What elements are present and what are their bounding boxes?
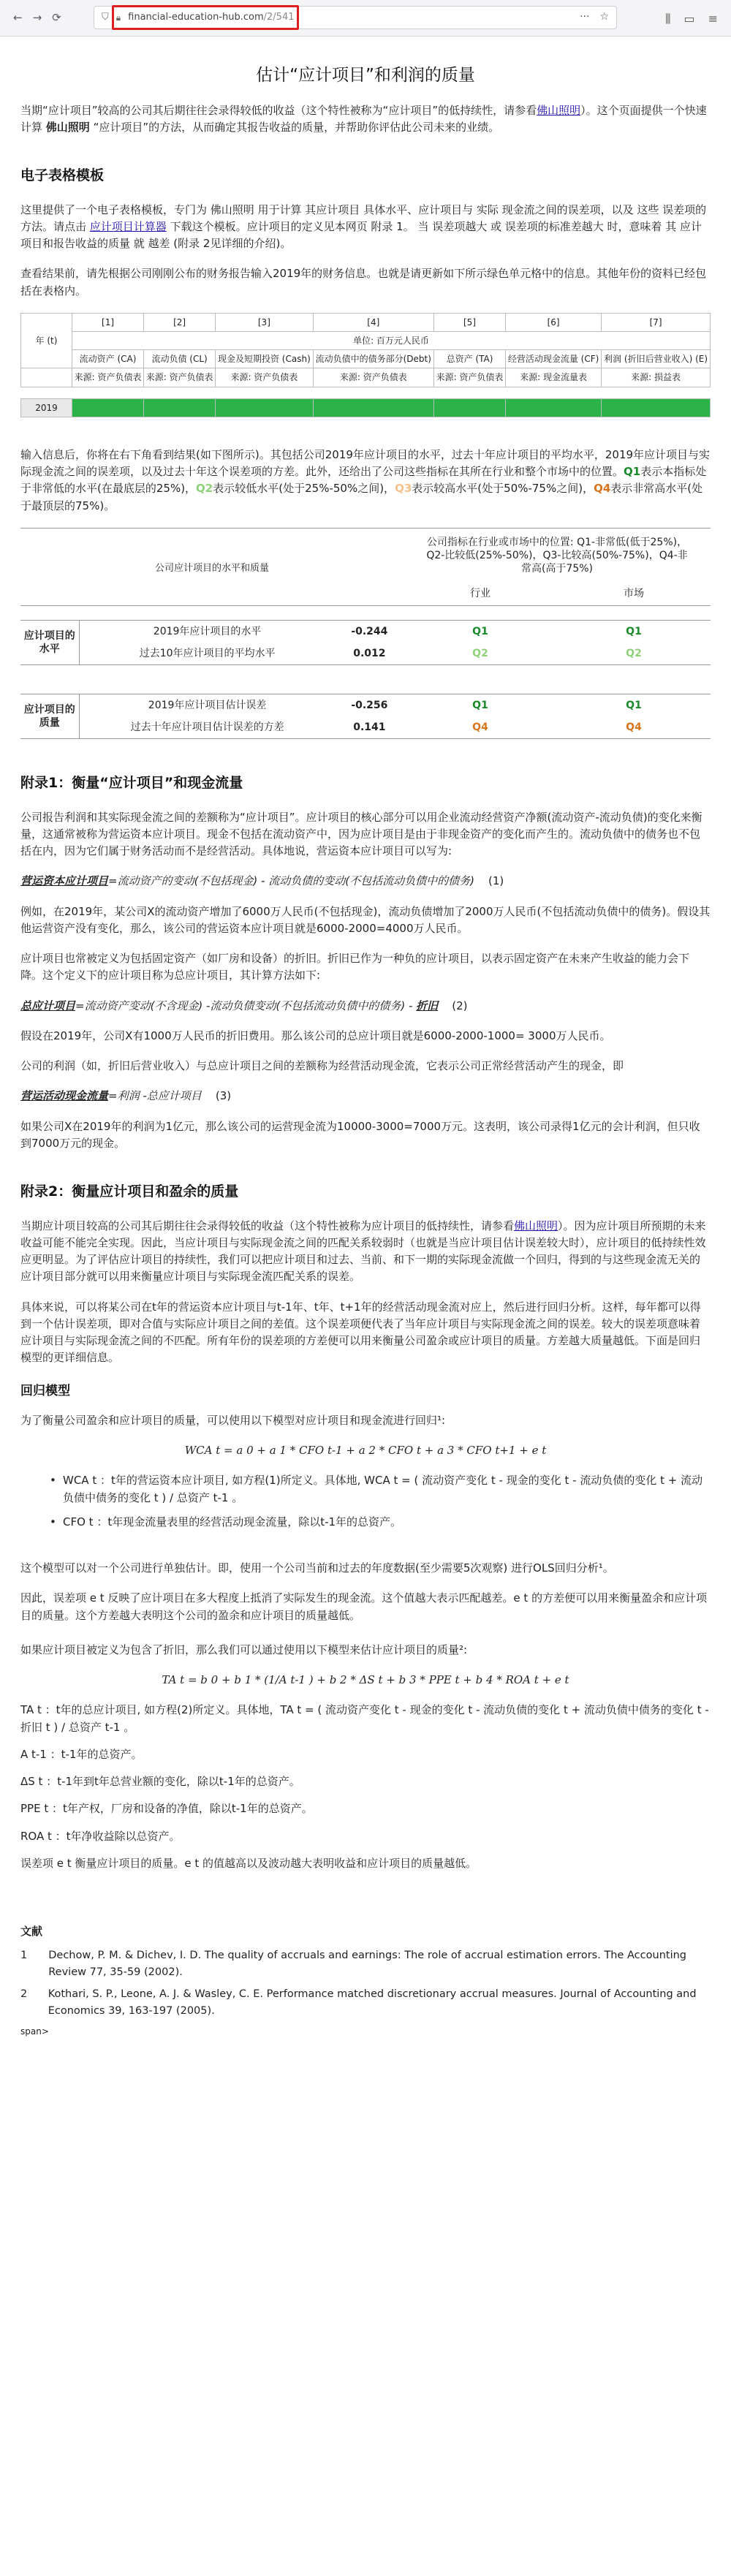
- lock-icon: 🔒︎: [115, 12, 121, 23]
- bookmark-star-icon[interactable]: ☆: [599, 11, 609, 23]
- page-content: 估计“应计项目”和利润的质量 当期“应计项目”较高的公司其后期往往会录得较低的收益（这个特性被称为“应计项目”的低持续性，请参看佛山照明）。这个页面提供一个快速计算 佛山照明 “应计项目”的方法，从而确定其报告收益的质量，并帮助你评估此公司未来的业绩。 电子表格模板 这里提供了一个电子表格模板，专门为 佛山照明 用于计算 其应计项目 具体水平、应计项目与 实际 现金流之间的误差项，以及 这些 误差项的方法。请点击 应计项目计算器 下载这个模板。应计项目的定义见本网页 附录 1。 当 误差项越大 或 误差项的标准差越大 时，意味着 其 应计项目和报告收益的质量 就 越差 (附录 2见详细的介绍)。 查看结果前，请先根据公司刚刚公布的财务报告输入2019年的财务信息。也就是请更新如下所示绿色单元格中的信息。其他年份的资料已经包括在表格内。 年 (t) [1] [2] [3] [4] [5] [6] [7] 单位: 百万元人民币 流动资产 (CA) 流动负债 (CL) 现金及短期投资 (Cash) 流动负债中的债务部分(Debt) 总资产 (TA) 经营活动现金流量 (CF) 利润 (折旧后营业收入) (E) 来源: 资产负债表 来源: 资产负债表 来源: 资产负债表 来源: 资产负债表 来源: 资产负债表 来源: 现金流量表 来源: 损益表 2019 输入信息后，你将在右下角看到结果(如下图所示)。其包括公司2019年应计项目的水平，过去十年应计项目的平均水平，2019年应计项目与实际现金流之间的误差项，以及过去十年这个误差项的方差。此外，还给出了公司这些指标在其所在行业和整个市场中的位置。Q1表示本指标处于非常低的水平(在最底层的25%)，Q2表示较低水平(处于25%-50%之间)，Q3表示较高水平(处于50%-75%之间)，Q4表示非常高水平(处于最顶层的75%)。 公司应计项目的水平和质量 公司指标在行业或市场中的位置: Q1-非常低(低于25%)，Q2-比较低(25%-50%)，Q3-比较高(50%-75%)，Q4-非常高(高于75%) 行业 市场 应计项目的水平 2019年应计项目的水平 -0.244 Q1 Q1 过去10年应计项目的平均水平 0.012 Q2 Q2 应计项目的质量 2019年应计项目估计误差 -0.256 Q1 Q1 过去十年应计项目估计误差的方差 0.141 Q4 Q4 附录1：衡量“应计项目”和现金流量 公司报告利润和其实际现金流之间的差额称为“应计项目”。应计项目的核心部分可以用企业流动经营资产净额(流动资产-流动负债)的变化来衡量，这通常被称为营运资本应计项目。现金不包括在流动资产中，因为应计项目是由于非现金资产的变化而产生的。流动负债中的债务也不包括在内，因为它们属于财务活动而不是经营活动。具体地说，营运资本应计项目可以写为: 营运资本应计项目=流动资产的变动(不包括现金) - 流动负债的变动(不包括流动负债中的债务) (1) 例如，在2019年，某公司X的流动资产增加了6000万人民币(不包括现金)，流动负债增加了2000万人民币(不包括流动负债中的债务)。假设其他运营资产没有变化，那么，该公司的营运资本应计项目就是6000-2000=4000万人民币。 应计项目也常被定义为包括固定资产（如厂房和设备）的折旧。折旧已作为一种负的应计项目，以表示固定资产在未来产生收益的能力会下降。这个定义下的应计项目称为总应计项目，其计算方法如下: 总应计项目=流动资产变动(不含现金) -流动负债变动(不包括流动负债中的债务) - 折旧 (2) 假设在2019年，公司X有1000万人民币的折旧费用。那么该公司的总应计项目就是6000-2000-1000= 3000万人民币。 公司的利润（如，折旧后营业收入）与总应计项目之间的差额称为经营活动现金流，它表示公司正常经营活动产生的现金，即 营运活动现金流量=利润 -总应计项目 (3) 如果公司X在2019年的利润为1亿元，那么该公司的运营现金流为10000-3000=7000万元。这表明，该公司录得1亿元的会计利润，但只收到7000万元的现金。 附录2：衡量应计项目和盈余的质量 当期应计项目较高的公司其后期往往会录得较低的收益（这个特性被称为应计项目的低持续性，请参看佛山照明）。因为应计项目所预期的未来收益可能不能完全实现。因此，当应计项目与实际现金流之间的匹配关系较弱时（也就是当应计项目估计误差较大时），应计项目的低持续性效应更明显。为了评估应计项目的持续性，我们可以把应计项目和过去、当前、和下一期的实际现金流做一个回归，得到的与这些现金流无关的应计项目部分就可以用来衡量应计项目与实际现金流匹配关系的误差。 具体来说，可以将某公司在t年的营运资本应计项目与t-1年、t年、t+1年的经营活动现金流对应上，然后进行回归分析。这样，每年都可以得到一个估计误差项，即对合值与实际应计项目之间的差值。这个误差项便代表了当年应计项目与实际现金流之间的误差。较大的误差项意味着应计项目与实际现金流之间的不匹配。所有年份的误差项的方差便可以用来衡量公司盈余或应计项目的质量。方差越大质量越低。下面是回归模型的更详细信息。 回归模型 为了衡量公司盈余和应计项目的质量，可以使用以下模型对应计项目和现金流进行回归¹: WCA t = a 0 + a 1 * CFO t-1 + a 2 * CFO t + a 3 * CFO t+1 + e t • WCA t ：t年的营运资本应计项目, 如方程(1)所定义。具体地, WCA t = ( 流动资产变化 t - 现金的变化 t - 流动负债的变化 t + 流动负债中债务的变化 t ) / 总资产 t-1 。 • CFO t ：t年现金流量表里的经营活动现金流量，除以t-1年的总资产。 这个模型可以对一个公司进行单独估计。即，使用一个公司当前和过去的年度数据(至少需要5次观察) 进行OLS回归分析¹。 因此，误差项 e t 反映了应计项目在多大程度上抵消了实际发生的现金流。这个值越大表示匹配越差。e t 的方差便可以用来衡量盈余和应计项目的质量。这个方差越大表明这个公司的盈余和应计项目的质量越低。 如果应计项目被定义为包含了折旧，那么我们可以通过使用以下模型来估计应计项目的质量²: TA t = b 0 + b 1 * (1/A t-1 ) + b 2 * ΔS t + b 3 * PPE t + b 4 * ROA t + e t TA t ：t年的总应计项目, 如方程(2)所定义。具体地，TA t = ( 流动资产变化 t - 现金的变化 t - 流动负债的变化 t + 流动负债中债务的变化 t - 折旧 t ) / 总资产 t-1 。 A t-1 ：t-1年的总资产。 ΔS t ：t-1年到t年总营业额的变化，除以t-1年的总资产。 PPE t ：t年产权，厂房和设备的净值，除以t-1年的总资产。 ROA t ：t年净收益除以总资产。 误差项 e t 衡量应计项目的质量。e t 的值越高以及波动越大表明收益和应计项目的质量越低。 文献 1 Dechow, P. M. & Dichev, I. D. The quality of accruals and earnings: The role of accrual estimation errors. The Accounting Review 77, 35-59 (2002). 2 Kothari, S. P., Leone, A. J. & Wasley, C. E. Performance matched discretionary accrual measures. Journal of Accounting and Economics 39, 163-197 (2005). span>: [0, 63, 731, 2039]
- url-text[interactable]: financial-education-hub.com/2/541: [128, 11, 295, 23]
- group-level: 应计项目的水平: [20, 620, 79, 664]
- input-cell-e[interactable]: [602, 398, 711, 417]
- more-icon[interactable]: ···: [580, 11, 590, 23]
- appendix1-title: 附录1：衡量“应计项目”和现金流量: [20, 775, 243, 792]
- input-cell-debt[interactable]: [313, 398, 433, 417]
- template-instructions: 查看结果前，请先根据公司刚刚公布的财务报告输入2019年的财务信息。也就是请更新如下所示绿色单元格中的信息。其他年份的资料已经包括在表格内。: [20, 267, 707, 298]
- results-note: 输入信息后，你将在右下角看到结果(如下图所示)。其包括公司2019年应计项目的水平，过去十年应计项目的平均水平，2019年应计项目与实际现金流之间的误差项，以及过去十年这个误差项的方差。此外，还给出了公司这些指标在其所在行业和整个市场中的位置。Q1表示本指标处于非常低的水平(在最底层的25%)，Q2表示较低水平(处于25%-50%之间)，Q3表示较高水平(处于50%-75%之间)，Q4表示非常高水平(处于最顶层的75%)。: [20, 447, 711, 512]
- shield-icon: ⛉: [102, 11, 109, 23]
- year-cell: 2019: [21, 398, 72, 417]
- reader-icon[interactable]: ▭: [683, 12, 695, 26]
- equation-2: TA t = b 0 + b 1 * (1/A t-1 ) + b 2 * ΔS t + b 3 * PPE t + b 4 * ROA t + e t: [162, 1673, 569, 1687]
- formula-3: 营运活动现金流量=利润 -总应计项目 (3): [20, 1089, 232, 1103]
- section-template-title: 电子表格模板: [20, 167, 105, 184]
- formula-2: 总应计项目=流动资产变动(不含现金) -流动负债变动(不包括流动负债中的债务) - 折旧 (2): [20, 999, 468, 1012]
- calculator-link[interactable]: 应计项目计算器: [89, 219, 167, 233]
- appendix2-link[interactable]: 佛山照明: [514, 1219, 558, 1232]
- year-header: 年 (t): [21, 313, 72, 368]
- definitions-2: TA t ：t年的总应计项目, 如方程(2)所定义。具体地，TA t = ( 流动资产变化 t - 现金的变化 t - 流动负债的变化 t + 流动负债中债务的变化 t - 折旧 t ) / 总资产 t-1 。 A t-1 ：t-1年的总资产。 ΔS t ：t-1年到t年总营业额的变化，除以t-1年的总资产。 PPE t ：t年产权，厂房和设备的净值，除以t-1年的总资产。 ROA t ：t年净收益除以总资产。: [20, 1703, 709, 1843]
- equation-1: WCA t = a 0 + a 1 * CFO t-1 + a 2 * CFO t + a 3 * CFO t+1 + e t: [184, 1444, 547, 1458]
- intro-link[interactable]: 佛山照明: [537, 103, 581, 117]
- template-table: 年 (t) [1] [2] [3] [4] [5] [6] [7] 单位: 百万元人民币 流动资产 (CA) 流动负债 (CL) 现金及短期投资 (Cash) 流动负债中的债务部分(Debt) 总资产 (TA) 经营活动现金流量 (CF) 利润 (折旧后营业收入) (E) 来源: 资产负债表 来源: 资产负债表 来源: 资产负债表 来源: 资产负债表 来源: 资产负债表 来源: 现金流量表 来源: 损益表 2019: [20, 313, 711, 417]
- unit-label: 单位: 百万元人民币: [72, 332, 711, 350]
- back-icon[interactable]: ←: [13, 10, 23, 24]
- definitions-1: • WCA t ：t年的营运资本应计项目, 如方程(1)所定义。具体地, WCA t = ( 流动资产变化 t - 现金的变化 t - 流动负债的变化 t + 流动负债中债务的变化 t ) / 总资产 t-1 。 • CFO t ：t年现金流量表里的经营活动现金流量，除以t-1年的总资产。: [50, 1472, 711, 1531]
- library-icon[interactable]: ⫼: [665, 12, 671, 26]
- intro-paragraph: 当期“应计项目”较高的公司其后期往往会录得较低的收益（这个特性被称为“应计项目”的低持续性，请参看佛山照明）。这个页面提供一个快速计算 佛山照明 “应计项目”的方法，从而确定其报告收益的质量，并帮助你评估此公司未来的业绩。: [20, 103, 707, 134]
- reference-item: 2 Kothari, S. P., Leone, A. J. & Wasley, C. E. Performance matched discretionary accrual measures. Journal of Accounting and Economics 39, 163-197 (2005).: [20, 1988, 697, 2017]
- url-highlight-box: [112, 5, 299, 30]
- metrics-table: 公司应计项目的水平和质量 公司指标在行业或市场中的位置: Q1-非常低(低于25%)，Q2-比较低(25%-50%)，Q3-比较高(50%-75%)，Q4-非常高(高于75%) 行业 市场 应计项目的水平 2019年应计项目的水平 -0.244 Q1 Q1 过去10年应计项目的平均水平 0.012 Q2 Q2 应计项目的质量 2019年应计项目估计误差 -0.256 Q1 Q1 过去十年应计项目估计误差的方差 0.141 Q4 Q4: [20, 528, 711, 740]
- input-cell-ca[interactable]: [72, 398, 144, 417]
- input-cell-cf[interactable]: [506, 398, 602, 417]
- forward-icon[interactable]: →: [32, 10, 42, 24]
- regression-title: 回归模型: [20, 1383, 70, 1398]
- input-cell-cash[interactable]: [216, 398, 313, 417]
- template-paragraph: 这里提供了一个电子表格模板，专门为 佛山照明 用于计算 其应计项目 具体水平、应计项目与 实际 现金流之间的误差项，以及 这些 误差项的方法。请点击 应计项目计算器 下载这个模板。应计项目的定义见本网页 附录 1。 当 误差项越大 或 误差项的标准差越大 时，意味着 其 应计项目和报告收益的质量 就 越差 (附录 2见详细的介绍)。: [20, 202, 707, 251]
- menu-icon[interactable]: ≡: [708, 12, 718, 26]
- reload-icon[interactable]: ⟳: [52, 10, 61, 24]
- address-bar[interactable]: [94, 6, 617, 29]
- input-cell-cl[interactable]: [144, 398, 216, 417]
- browser-toolbar: [0, 0, 731, 37]
- references: 文献 1 Dechow, P. M. & Dichev, I. D. The quality of accruals and earnings: The role of accrual estimation errors. The Accounting Review 77, 35-59 (2002). 2 Kothari, S. P., Leone, A. J. & Wasley, C. E. Performance matched discretionary accrual measures. Journal of Accounting and Economics 39, 163-197 (2005). span>: [20, 1923, 711, 2039]
- reference-item: 1 Dechow, P. M. & Dichev, I. D. The quality of accruals and earnings: The role of accrual estimation errors. The Accounting Review 77, 35-59 (2002).: [20, 1950, 686, 1978]
- appendix2-title: 附录2：衡量应计项目和盈余的质量: [20, 1183, 239, 1200]
- group-quality: 应计项目的质量: [20, 694, 79, 738]
- page-title: 估计“应计项目”和利润的质量: [256, 66, 475, 85]
- formula-1: 营运资本应计项目=流动资产的变动(不包括现金) - 流动负债的变动(不包括流动负债中的债务) (1): [20, 874, 504, 888]
- input-cell-ta[interactable]: [433, 398, 505, 417]
